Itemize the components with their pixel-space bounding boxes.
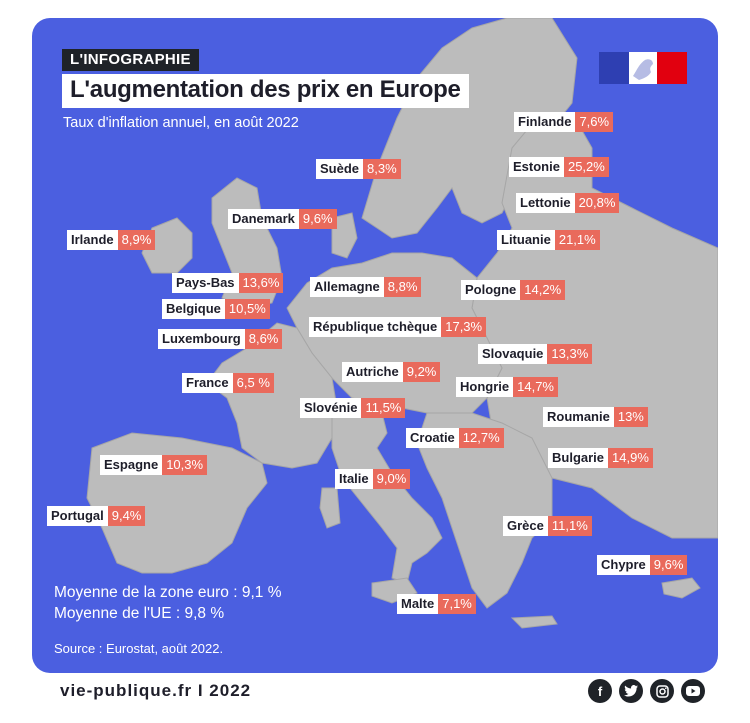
republique-francaise-logo (599, 52, 687, 84)
eu-average: Moyenne de l'UE : 9,8 % (54, 605, 225, 622)
page-title: L'augmentation des prix en Europe (62, 74, 469, 108)
label-autriche: Autriche 9,2% (342, 362, 440, 382)
iberia-landmass (87, 433, 267, 573)
cyprus-landmass (662, 578, 700, 598)
label-finlande: Finlande 7,6% (514, 112, 613, 132)
label-italie: Italie 9,0% (335, 469, 410, 489)
sardinia-landmass (320, 488, 340, 528)
youtube-icon[interactable] (681, 679, 705, 703)
label-hongrie: Hongrie 14,7% (456, 377, 558, 397)
label-malte: Malte 7,1% (397, 594, 476, 614)
label-danemark: Danemark 9,6% (228, 209, 337, 229)
label-pologne: Pologne 14,2% (461, 280, 565, 300)
label-irlande: Irlande 8,9% (67, 230, 155, 250)
label-luxembourg: Luxembourg 8,6% (158, 329, 282, 349)
crete-landmass (512, 616, 557, 628)
euro-zone-average: Moyenne de la zone euro : 9,1 % (54, 584, 282, 601)
label-lettonie: Lettonie 20,8% (516, 193, 619, 213)
instagram-icon[interactable] (650, 679, 674, 703)
infographic-tag: L'INFOGRAPHIE (62, 49, 199, 71)
label-republique-tcheque: République tchèque 17,3% (309, 317, 486, 337)
label-grece: Grèce 11,1% (503, 516, 592, 536)
label-roumanie: Roumanie 13% (543, 407, 648, 427)
source-note: Source : Eurostat, août 2022. (54, 641, 224, 656)
facebook-icon[interactable]: f (588, 679, 612, 703)
label-slovenie: Slovénie 11,5% (300, 398, 405, 418)
page-subtitle: Taux d'inflation annuel, en août 2022 (63, 115, 299, 131)
label-allemagne: Allemagne 8,8% (310, 277, 421, 297)
label-bulgarie: Bulgarie 14,9% (548, 448, 653, 468)
twitter-icon[interactable] (619, 679, 643, 703)
label-estonie: Estonie 25,2% (509, 157, 609, 177)
label-france: France 6,5 % (182, 373, 274, 393)
infographic-card (32, 18, 718, 673)
label-lituanie: Lituanie 21,1% (497, 230, 600, 250)
social-icons (588, 679, 705, 703)
label-chypre: Chypre 9,6% (597, 555, 687, 575)
label-portugal: Portugal 9,4% (47, 506, 145, 526)
site-footer-label[interactable]: vie-publique.fr I 2022 (60, 681, 252, 700)
label-croatie: Croatie 12,7% (406, 428, 504, 448)
label-suede: Suède 8,3% (316, 159, 401, 179)
label-slovaquie: Slovaquie 13,3% (478, 344, 592, 364)
label-belgique: Belgique 10,5% (162, 299, 270, 319)
label-espagne: Espagne 10,3% (100, 455, 207, 475)
label-pays-bas: Pays-Bas 13,6% (172, 273, 283, 293)
